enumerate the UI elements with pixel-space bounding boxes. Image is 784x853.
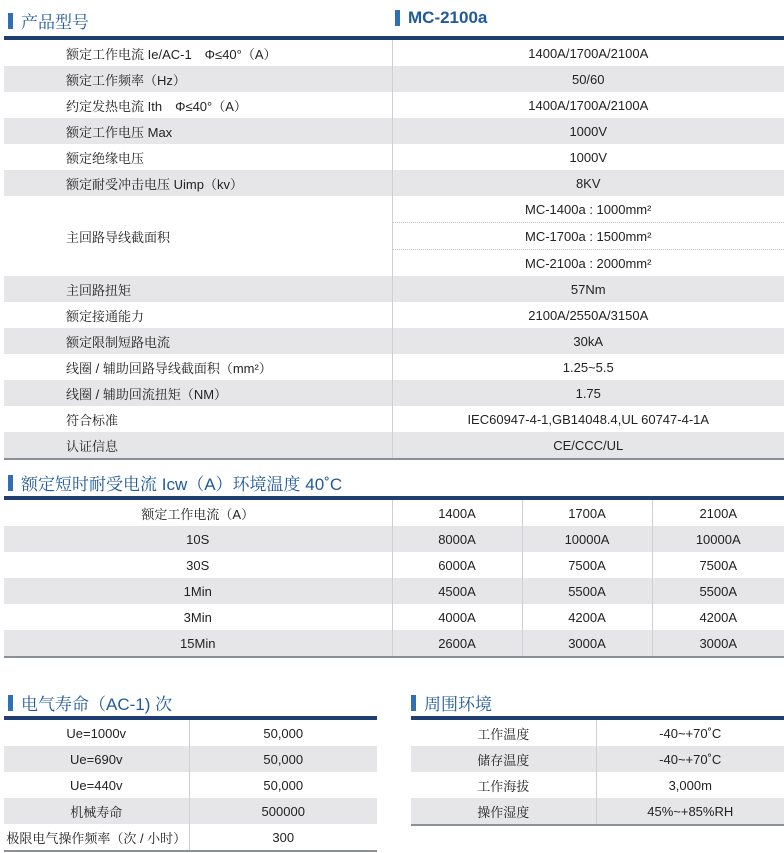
table-cell: 工作海拔 [411,772,596,798]
spec-label: 额定耐受冲击电压 Uimp（kv） [4,170,392,196]
table-row [411,772,784,798]
spec-label: 约定发热电流 Ith Φ≤40°（A） [4,92,392,118]
spec-value: IEC60947-4-1,GB14048.4,UL 60747-4-1A [392,406,784,432]
table-cell: 操作湿度 [411,798,596,825]
table-cell: 2600A [392,630,522,657]
table-cell: 5500A [652,578,784,604]
table-row [4,354,784,380]
icw-table [4,500,784,658]
spec-value: 30kA [392,328,784,354]
header-cell: 2100A [652,500,784,526]
table-cell: 3,000m [596,772,784,798]
spec-label: 额定工作电流 Ie/AC-1 Φ≤40°（A） [4,40,392,66]
table-cell: -40~+70˚C [596,720,784,746]
header-cell: 1700A [522,500,652,526]
model-name: MC-2100a [408,8,488,27]
spec-label: 额定工作频率（Hz） [4,66,392,92]
table-row [4,578,784,604]
spec-value: 1000V [392,118,784,144]
life-section-title: 电气寿命（AC-1) 次 [21,695,173,714]
spec-value: MC-1700a : 1500mm² [392,223,784,250]
spec-section-header [8,8,89,33]
spec-value: 1000V [392,144,784,170]
table-row [4,196,784,223]
spec-label: 认证信息 [4,432,392,459]
spec-value: 57Nm [392,276,784,302]
table-row [4,328,784,354]
table-cell: 7500A [652,552,784,578]
table-cell: 10000A [652,526,784,552]
spec-label: 额定工作电压 Max [4,118,392,144]
table-row [4,630,784,657]
spec-label: 主回路导线截面积 [4,196,392,276]
table-cell: 4200A [522,604,652,630]
table-cell: 500000 [189,798,377,824]
table-row [411,720,784,746]
section-marker-icon [395,10,400,26]
section-marker-icon [8,13,13,29]
table-cell: 300 [189,824,377,851]
spec-value: MC-2100a : 2000mm² [392,250,784,277]
spec-section-title: 产品型号 [21,13,89,32]
table-row [4,66,784,92]
table-cell: 3Min [4,604,392,630]
table-cell: 4200A [652,604,784,630]
spec-table [4,40,784,460]
table-row [4,380,784,406]
section-marker-icon [411,695,416,711]
header-cell: 1400A [392,500,522,526]
table-row [4,170,784,196]
table-row [4,720,377,746]
icw-section-header [8,470,342,495]
table-row [411,746,784,772]
table-cell: 15Min [4,630,392,657]
table-row [411,798,784,825]
section-marker-icon [8,475,13,491]
table-cell: 8000A [392,526,522,552]
table-cell: -40~+70˚C [596,746,784,772]
table-row [4,824,377,851]
table-cell: 10S [4,526,392,552]
table-cell: 50,000 [189,720,377,746]
spec-value: 1400A/1700A/2100A [392,92,784,118]
table-row [4,144,784,170]
table-row [4,772,377,798]
table-row [4,746,377,772]
table-cell: 极限电气操作频率（次 / 小时） [4,824,189,851]
table-cell: 4500A [392,578,522,604]
spec-value: 1.25~5.5 [392,354,784,380]
section-marker-icon [8,695,13,711]
spec-label: 线圈 / 辅助回流扭矩（NM） [4,380,392,406]
table-cell: 储存温度 [411,746,596,772]
spec-label: 主回路扭矩 [4,276,392,302]
table-row [4,526,784,552]
spec-label: 线圈 / 辅助回路导线截面积（mm²） [4,354,392,380]
spec-label: 符合标准 [4,406,392,432]
table-cell: Ue=1000v [4,720,189,746]
header-cell: 额定工作电流（A） [4,500,392,526]
life-section-header [8,690,172,715]
table-cell: 4000A [392,604,522,630]
table-cell: 工作温度 [411,720,596,746]
table-cell: Ue=440v [4,772,189,798]
spec-value: 2100A/2550A/3150A [392,302,784,328]
table-row [4,118,784,144]
spec-value: CE/CCC/UL [392,432,784,459]
table-row [4,552,784,578]
table-cell: 3000A [652,630,784,657]
table-row [4,302,784,328]
table-cell: Ue=690v [4,746,189,772]
spec-value: MC-1400a : 1000mm² [392,196,784,223]
spec-value: 8KV [392,170,784,196]
table-row [4,432,784,459]
table-cell: 10000A [522,526,652,552]
table-row [4,798,377,824]
table-cell: 50,000 [189,746,377,772]
table-header-row [4,500,784,526]
table-cell: 45%~+85%RH [596,798,784,825]
env-section-title: 周围环境 [424,695,492,714]
spec-value: 50/60 [392,66,784,92]
table-cell: 3000A [522,630,652,657]
table-cell: 1Min [4,578,392,604]
table-row [4,92,784,118]
table-cell: 7500A [522,552,652,578]
spec-label: 额定绝缘电压 [4,144,392,170]
spec-label: 额定限制短路电流 [4,328,392,354]
spec-value: 1.75 [392,380,784,406]
table-cell: 机械寿命 [4,798,189,824]
table-row [4,406,784,432]
table-cell: 5500A [522,578,652,604]
table-cell: 50,000 [189,772,377,798]
spec-label: 额定接通能力 [4,302,392,328]
icw-section-title: 额定短时耐受电流 Icw（A）环境温度 40˚C [21,475,343,494]
table-row [4,276,784,302]
table-cell: 6000A [392,552,522,578]
table-cell: 30S [4,552,392,578]
table-row [4,604,784,630]
life-table [4,720,377,852]
table-row [4,40,784,66]
spec-value: 1400A/1700A/2100A [392,40,784,66]
env-table [411,720,784,826]
model-header [395,8,487,28]
env-section-header [411,690,492,715]
